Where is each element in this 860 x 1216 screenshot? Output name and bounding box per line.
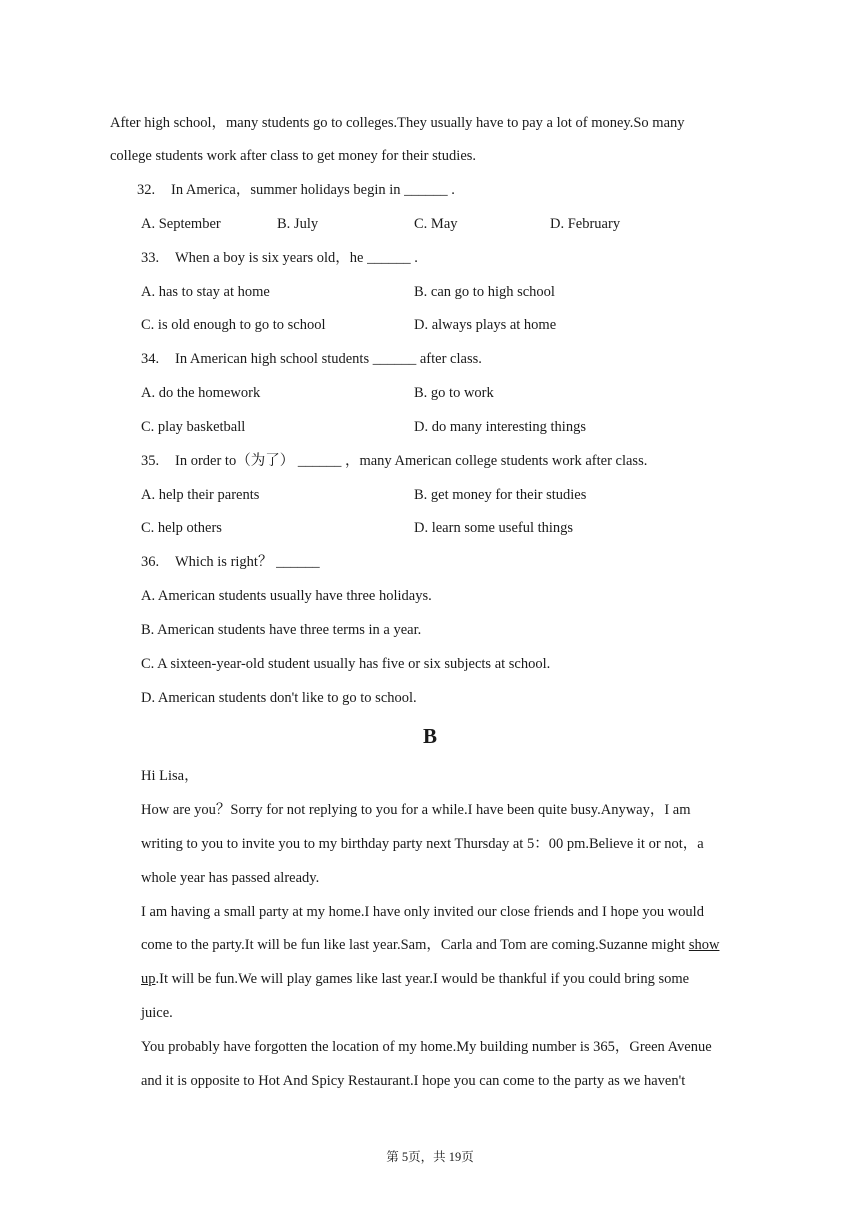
letter-text: come to the party.It will be fun like last year.Sam，Carla and Tom are coming.Suzanne might [141, 937, 689, 953]
underlined-phrase: up [141, 971, 156, 987]
section-heading: B [422, 724, 437, 748]
letter-line: You probably have forgotten the location of my home.My building number is 365，Green Avenue [141, 1039, 712, 1055]
option-d: D. American students don't like to go to school. [141, 690, 417, 706]
question-stem: In order to（为了） ______ ，many American college students work after class. [175, 453, 648, 469]
option-d: D. learn some useful things [414, 520, 574, 536]
option-c: C. May [414, 216, 458, 232]
letter-line: I am having a small party at my home.I have only invited our close friends and I hope you would [141, 904, 704, 920]
letter-line [141, 936, 719, 954]
question-stem: In American high school students ______ after class. [175, 351, 482, 367]
letter-line: and it is opposite to Hot And Spicy Restaurant.I hope you can come to the party as we haven't [141, 1073, 686, 1089]
passage-line: college students work after class to get money for their studies. [110, 148, 477, 164]
question-stem: Which is right？ ______ [175, 554, 320, 570]
option-d: D. do many interesting things [414, 419, 586, 435]
letter-line: How are you？Sorry for not replying to you for a while.I have been quite busy.Anyway，I am [141, 802, 691, 818]
letter-line: whole year has passed already. [141, 870, 320, 886]
passage-line: After high school，many students go to colleges.They usually have to pay a lot of money.So many [110, 115, 685, 131]
question-number: 35. [141, 453, 160, 469]
question-34 [141, 350, 482, 368]
question-number: 36. [141, 554, 160, 570]
option-a: A. September [141, 216, 221, 232]
option-a: A. help their parents [141, 487, 260, 503]
question-stem: In America，summer holidays begin in ______ . [171, 182, 455, 198]
letter-line [141, 970, 689, 988]
option-a: A. do the homework [141, 385, 261, 401]
option-d: D. always plays at home [414, 317, 557, 333]
option-c: C. is old enough to go to school [141, 317, 326, 333]
option-b: B. July [277, 216, 319, 232]
option-c: C. help others [141, 520, 222, 536]
question-33 [141, 249, 418, 267]
option-a: A. has to stay at home [141, 284, 270, 300]
question-number: 34. [141, 351, 160, 367]
letter-text: .It will be fun.We will play games like last year.I would be thankful if you could bring some [155, 971, 690, 987]
letter-line: writing to you to invite you to my birthday party next Thursday at 5：00 pm.Believe it or not，a [141, 836, 704, 852]
question-32 [137, 181, 455, 199]
option-c: C. play basketball [141, 419, 246, 435]
underlined-phrase: show [688, 937, 720, 953]
question-number: 33. [141, 250, 160, 266]
option-b: B. go to work [414, 385, 494, 401]
option-a: A. American students usually have three holidays. [141, 588, 432, 604]
letter-greeting: Hi Lisa， [141, 768, 199, 784]
page-footer: 第 5页，共 19页 [386, 1150, 474, 1164]
letter-line: juice. [141, 1005, 173, 1021]
option-c: C. A sixteen-year-old student usually has five or six subjects at school. [141, 656, 551, 672]
option-b: B. can go to high school [414, 284, 555, 300]
option-b: B. American students have three terms in a year. [141, 622, 422, 638]
question-35 [141, 452, 647, 470]
question-36 [141, 553, 320, 571]
option-b: B. get money for their studies [414, 487, 587, 503]
question-stem: When a boy is six years old，he ______ . [175, 250, 418, 266]
question-number: 32. [137, 182, 156, 198]
option-d: D. February [550, 216, 621, 232]
